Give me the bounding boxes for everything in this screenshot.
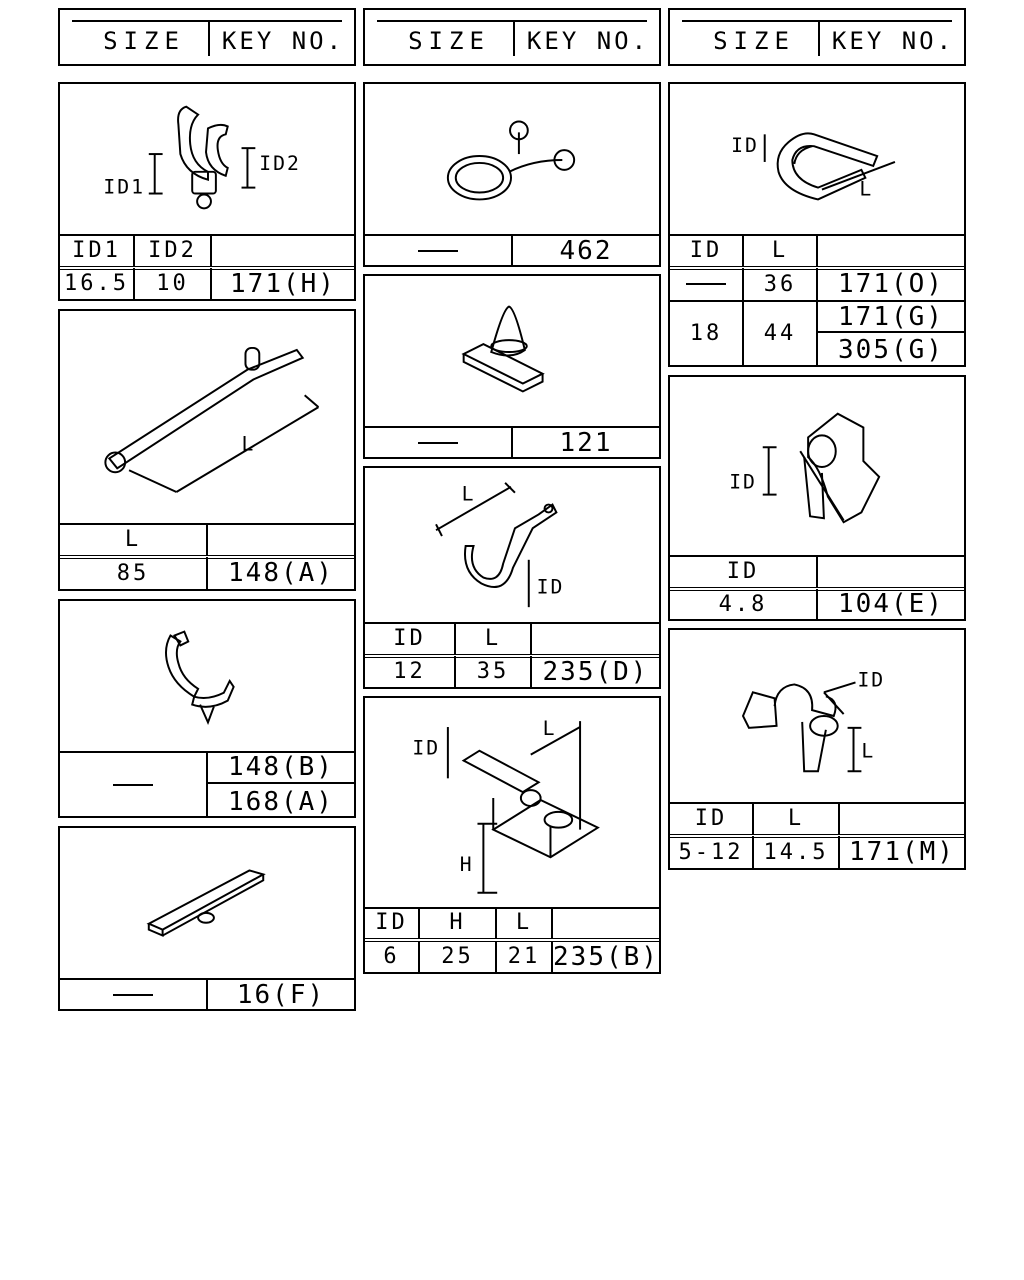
size-header: SIZE <box>408 27 490 55</box>
value-id-none <box>670 268 744 300</box>
value-l: 44 <box>744 302 818 365</box>
dim-id1-label: ID1 <box>103 175 145 199</box>
value-id: 5-12 <box>670 836 754 868</box>
key-number: 171(O) <box>838 269 944 299</box>
value-l: 14.5 <box>754 836 840 868</box>
key-number: 16(F) <box>236 979 326 1010</box>
col-id-header: ID <box>670 234 744 266</box>
uclip-drawing <box>670 84 964 236</box>
col-l-header: L <box>60 523 208 555</box>
double-clip-icon <box>60 84 354 234</box>
col-id2-header: ID2 <box>135 234 212 266</box>
clip-drawing <box>670 377 964 557</box>
value-l: 36 <box>744 268 818 300</box>
value-id: 4.8 <box>670 589 818 619</box>
value-id: 12 <box>365 656 456 687</box>
pushclip-drawing <box>365 276 659 428</box>
loop-clip-icon <box>365 84 659 234</box>
clip-icon <box>670 377 964 555</box>
part-panel-235d <box>363 466 661 689</box>
dim-l-label: L <box>241 432 256 456</box>
pclip-drawing <box>365 468 659 624</box>
wire-clip-icon <box>60 601 354 751</box>
part-panel-171o <box>668 82 966 367</box>
col-id-header: ID <box>670 802 754 834</box>
part-panel-462 <box>363 82 661 267</box>
part-panel-104e <box>668 375 966 621</box>
clip-drawing <box>60 84 354 236</box>
key-number: 171(G) <box>818 302 964 333</box>
value-l: 35 <box>456 656 532 687</box>
value-id1: 16.5 <box>60 268 135 299</box>
key-number: 235(D) <box>542 656 649 687</box>
strap-icon <box>60 311 354 523</box>
key-number: 171(M) <box>849 837 955 867</box>
key-number: 168(A) <box>228 787 334 817</box>
header-col3 <box>668 8 966 66</box>
key-number: 148(B) <box>208 751 354 784</box>
value-id2: 10 <box>135 268 212 299</box>
dim-l-label: L <box>461 482 476 506</box>
part-panel-121 <box>363 274 661 459</box>
clip-drawing <box>670 630 964 804</box>
part-panel-148b <box>58 599 356 818</box>
size-none <box>365 234 513 267</box>
dim-l-label: L <box>542 716 557 740</box>
push-clip-icon <box>365 276 659 426</box>
size-none <box>60 978 208 1011</box>
key-number: 462 <box>559 235 613 266</box>
dim-l-label: L <box>859 177 874 201</box>
strap-drawing <box>60 311 354 525</box>
part-panel-16f <box>58 826 356 1011</box>
dim-id-label: ID <box>536 575 565 599</box>
key-number: 121 <box>559 427 613 458</box>
value-id: 6 <box>365 941 420 972</box>
key-header: KEY NO. <box>831 27 955 55</box>
dim-id-label: ID <box>412 736 441 760</box>
blockclip-drawing <box>365 698 659 909</box>
value-h: 25 <box>420 941 497 972</box>
key-number: 148(A) <box>228 558 334 588</box>
col-l-header: L <box>754 802 840 834</box>
part-panel-235b <box>363 696 661 974</box>
key-number: 104(E) <box>838 589 944 619</box>
size-none <box>365 426 513 459</box>
col-h-header: H <box>420 907 497 938</box>
dim-id2-label: ID2 <box>259 151 301 175</box>
key-header: KEY NO. <box>221 27 345 55</box>
col-l-header: L <box>744 234 818 266</box>
header-col2 <box>363 8 661 66</box>
dim-h-label: H <box>459 853 474 877</box>
col-id-header: ID <box>365 622 456 654</box>
size-header: SIZE <box>713 27 795 55</box>
value-id: 18 <box>670 302 744 365</box>
value-l: 85 <box>60 557 208 589</box>
key-number: 171(H) <box>230 268 336 299</box>
dim-id-label: ID <box>731 134 759 158</box>
col-l-header: L <box>456 622 532 654</box>
clip-drawing <box>60 601 354 753</box>
col-id-header: ID <box>670 555 818 587</box>
part-panel-171m <box>668 628 966 870</box>
u-clip-icon <box>670 84 964 234</box>
key-header: KEY NO. <box>526 27 650 55</box>
p-clip-icon <box>365 468 659 622</box>
header-col1 <box>58 8 356 66</box>
dim-id-label: ID <box>729 470 757 494</box>
size-none <box>60 751 208 818</box>
value-l: 21 <box>497 941 553 972</box>
size-header: SIZE <box>103 27 185 55</box>
col-l-header: L <box>497 907 553 938</box>
key-number: 305(G) <box>838 335 944 365</box>
col-id1-header: ID1 <box>60 234 135 266</box>
loop-drawing <box>365 84 659 236</box>
part-panel-148a <box>58 309 356 591</box>
dim-l-label: L <box>861 739 876 763</box>
part-panel-171h <box>58 82 356 301</box>
block-clip-icon <box>365 698 659 907</box>
clip-icon <box>670 630 964 802</box>
col-id-header: ID <box>365 907 420 938</box>
clip-drawing <box>60 828 354 980</box>
dim-id-label: ID <box>857 668 886 692</box>
flat-clip-icon <box>60 828 354 978</box>
key-number: 235(B) <box>553 941 659 972</box>
